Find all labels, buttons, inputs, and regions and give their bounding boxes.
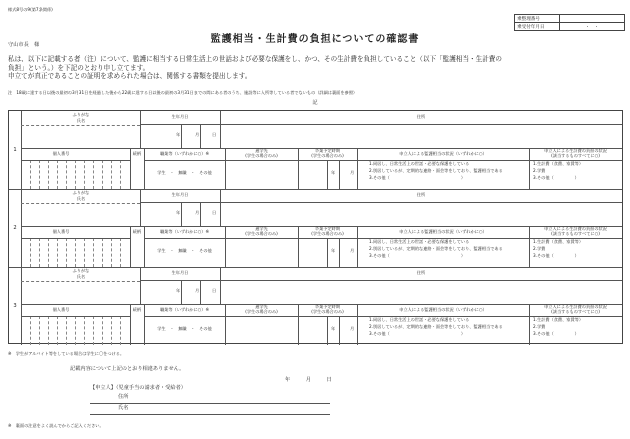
birth-sep bbox=[181, 280, 182, 304]
back-note: ※ 裏面の注意をよく読んでからご記入ください。 bbox=[8, 423, 104, 428]
grid-top-line bbox=[21, 160, 130, 161]
custody-option[interactable]: 3.その他（ ） bbox=[369, 331, 466, 336]
grad-month: 月 bbox=[350, 326, 355, 331]
school-label: 通学先 bbox=[255, 304, 268, 309]
grad-sep bbox=[339, 160, 340, 189]
digit-cell-line bbox=[111, 238, 112, 267]
school-label-sub: (学生の場合のみ) bbox=[245, 231, 278, 236]
grid-top-line bbox=[21, 316, 130, 317]
note: 注 18歳に達する日以後の最初の3月31日を経過した後から22歳に達する日以後の最初の3月31日までの間にある者のうち、施設等に入所等している者でないもの（詳細は裏面を参照） bbox=[8, 90, 358, 95]
birth-month: 月 bbox=[195, 288, 200, 293]
school-label-sub: (学生の場合のみ) bbox=[245, 309, 278, 314]
name-label: 氏名 bbox=[76, 118, 86, 123]
digit-cell-line bbox=[30, 238, 31, 267]
intro-line: 負担」という。）を下記のとおり申し立てます。 bbox=[8, 63, 150, 72]
block-divider bbox=[9, 189, 622, 190]
cost-option[interactable]: 1.生計費（食費、家賃等） bbox=[533, 239, 584, 244]
grad-sep bbox=[327, 238, 328, 267]
digit-cell-line bbox=[75, 160, 76, 189]
name-field[interactable] bbox=[21, 282, 140, 304]
personal-number-label: 個人番号 bbox=[52, 151, 70, 156]
digit-cell-line bbox=[48, 238, 49, 267]
custody-option[interactable]: 2.別居しているが、定期的な連絡・面会等をしており、監護相当である bbox=[369, 168, 503, 173]
digit-cell-line bbox=[84, 238, 85, 267]
custody-option[interactable]: 2.別居しているが、定期的な連絡・面会等をしており、監護相当である bbox=[369, 246, 503, 251]
birth-day: 日 bbox=[212, 210, 217, 215]
digit-cell-line bbox=[120, 238, 121, 267]
applicant-address-label: 住所 bbox=[118, 394, 129, 400]
digit-cell-line bbox=[66, 160, 67, 189]
name-label: 氏名 bbox=[76, 196, 86, 201]
digit-cell-line bbox=[30, 160, 31, 189]
name-field[interactable] bbox=[21, 126, 140, 148]
personal-number-label: 個人番号 bbox=[52, 307, 70, 312]
receipt-date-field[interactable]: ・ ・ bbox=[560, 23, 625, 31]
digit-cell-line bbox=[120, 316, 121, 345]
person-block bbox=[9, 267, 622, 345]
custody-option[interactable]: 1.同居し、日常生活上の世話・必要な保護をしている bbox=[369, 317, 470, 322]
digit-cell-line bbox=[102, 316, 103, 345]
digit-cell-line bbox=[57, 316, 58, 345]
graduation-label-sub: (学生の場合のみ) bbox=[311, 153, 344, 158]
cost-status-label: 申立人による生計費の負担の状況 bbox=[544, 304, 607, 309]
graduation-label: 卒業予定時期 bbox=[314, 226, 341, 231]
birth-year: 年 bbox=[176, 288, 181, 293]
digit-cell-line bbox=[102, 160, 103, 189]
digit-cell-line bbox=[102, 238, 103, 267]
grid-top-line bbox=[21, 238, 130, 239]
receipt-date-label: 乗受付年月日 bbox=[515, 23, 560, 31]
address-label: 住所 bbox=[416, 270, 426, 275]
applicant-name-label: 氏名 bbox=[118, 405, 129, 411]
applicant-label: 【申立人】（児童手当の請求者・受給者） bbox=[90, 385, 186, 391]
birth-sep bbox=[181, 202, 182, 226]
digit-cell-line bbox=[39, 238, 40, 267]
person-block bbox=[9, 189, 622, 267]
digit-cell-line bbox=[111, 160, 112, 189]
personal-number-grid[interactable] bbox=[21, 160, 130, 189]
custody-option[interactable]: 2.別居しているが、定期的な連絡・面会等をしており、監護相当である bbox=[369, 324, 503, 329]
row-number: 1 bbox=[13, 147, 17, 153]
occupation-options[interactable]: 学生 ・ 無職 ・ その他 bbox=[157, 170, 212, 175]
custody-status-label: 申立人による監護相当の状況（いずれかに○） bbox=[399, 151, 487, 156]
school-label: 通学先 bbox=[255, 148, 268, 153]
digit-cell-line bbox=[84, 316, 85, 345]
address-field[interactable] bbox=[220, 125, 622, 147]
applicant-name-line[interactable] bbox=[90, 414, 330, 415]
furigana-label: ふりがな bbox=[72, 190, 90, 195]
personal-number-grid[interactable] bbox=[21, 316, 130, 345]
graduation-label: 卒業予定時期 bbox=[314, 148, 341, 153]
cost-status-label: 申立人による生計費の負担の状況 bbox=[544, 226, 607, 231]
school-label: 通学先 bbox=[255, 226, 268, 231]
address-field[interactable] bbox=[220, 281, 622, 303]
address-field[interactable] bbox=[220, 203, 622, 225]
birth-divider bbox=[140, 202, 220, 203]
birth-year: 年 bbox=[176, 132, 181, 137]
furigana-label: ふりがな bbox=[72, 112, 90, 117]
digit-cell-line bbox=[75, 316, 76, 345]
digit-cell-line bbox=[120, 160, 121, 189]
relation-label: 続柄 bbox=[132, 151, 142, 156]
occupation-label: 職業等（いずれかに○）※ bbox=[159, 229, 210, 234]
custody-option[interactable]: 3.その他（ ） bbox=[369, 253, 466, 258]
digit-cell-line bbox=[84, 160, 85, 189]
applicant-address-line[interactable] bbox=[90, 403, 330, 404]
receipt-box bbox=[514, 14, 625, 31]
intro-line: 私は、以下に記載する者（注）について、監護に相当する日常生活上の世話および必要な保護をし、かつ、その生計費を負担していること（以下「監護相当・生計費の bbox=[8, 55, 502, 63]
graduation-label-sub: (学生の場合のみ) bbox=[311, 231, 344, 236]
digit-cell-line bbox=[48, 316, 49, 345]
digit-cell-line bbox=[93, 160, 94, 189]
graduation-label: 卒業予定時期 bbox=[314, 304, 341, 309]
digit-cell-line bbox=[57, 238, 58, 267]
birth-label: 生年月日 bbox=[171, 192, 189, 197]
cost-status-label-sub: (該当するものすべてに○) bbox=[551, 309, 600, 314]
address-label: 住所 bbox=[416, 114, 426, 119]
page-title: 監護相当・生計費の負担についての確認書 bbox=[210, 34, 420, 45]
birth-day: 日 bbox=[212, 288, 217, 293]
school-field[interactable] bbox=[225, 317, 298, 344]
row-number: 3 bbox=[13, 303, 17, 309]
cost-status-label: 申立人による生計費の負担の状況 bbox=[544, 148, 607, 153]
birth-sep bbox=[200, 202, 201, 226]
occupation-label: 職業等（いずれかに○）※ bbox=[159, 151, 210, 156]
birth-day: 日 bbox=[212, 132, 217, 137]
digit-cell-line bbox=[111, 316, 112, 345]
birth-sep bbox=[200, 280, 201, 304]
birth-divider bbox=[140, 124, 220, 125]
school-field[interactable] bbox=[225, 239, 298, 266]
cost-status-label-sub: (該当するものすべてに○) bbox=[551, 153, 600, 158]
grad-sep bbox=[339, 238, 340, 267]
relation-label: 続柄 bbox=[132, 229, 142, 234]
school-label-sub: (学生の場合のみ) bbox=[245, 153, 278, 158]
grad-year: 年 bbox=[331, 248, 336, 253]
block-divider bbox=[9, 267, 622, 268]
applicant-table bbox=[8, 110, 623, 344]
receipt-number-label: 乗整理番号 bbox=[515, 15, 560, 23]
digit-cell-line bbox=[57, 160, 58, 189]
person-block bbox=[9, 111, 622, 189]
confirm-text: 記載内容について上記のとおり相違ありません。 bbox=[70, 366, 185, 372]
digit-cell-line bbox=[93, 238, 94, 267]
birth-month: 月 bbox=[195, 132, 200, 137]
footnote: ※ 学生がアルバイト等をしている場合は学生に〇をつける。 bbox=[8, 351, 125, 356]
cost-option[interactable]: 3.その他（ ） bbox=[533, 331, 579, 336]
grad-sep bbox=[327, 316, 328, 345]
birth-divider bbox=[140, 280, 220, 281]
address-label: 住所 bbox=[416, 192, 426, 197]
graduation-label-sub: (学生の場合のみ) bbox=[311, 309, 344, 314]
digit-cell-line bbox=[39, 160, 40, 189]
digit-cell-line bbox=[93, 316, 94, 345]
custody-option[interactable]: 1.同居し、日常生活上の世話・必要な保護をしている bbox=[369, 239, 470, 244]
personal-number-grid[interactable] bbox=[21, 238, 130, 267]
digit-cell-line bbox=[66, 238, 67, 267]
occupation-options[interactable]: 学生 ・ 無職 ・ その他 bbox=[157, 326, 212, 331]
digit-cell-line bbox=[39, 316, 40, 345]
intro-text bbox=[8, 55, 626, 81]
furigana-label: ふりがな bbox=[72, 268, 90, 273]
cost-option[interactable]: 3.その他（ ） bbox=[533, 253, 579, 258]
custody-status-label: 申立人による監護相当の状況（いずれかに○） bbox=[399, 229, 487, 234]
custody-option[interactable]: 1.同居し、日常生活上の世話・必要な保護をしている bbox=[369, 161, 470, 166]
addressee: 守山市長 様 bbox=[8, 42, 40, 48]
birth-year: 年 bbox=[176, 210, 181, 215]
grad-month: 月 bbox=[350, 170, 355, 175]
birth-label: 生年月日 bbox=[171, 114, 189, 119]
occupation-label: 職業等（いずれかに○）※ bbox=[159, 307, 210, 312]
digit-cell-line bbox=[30, 316, 31, 345]
receipt-number-field[interactable] bbox=[560, 15, 625, 23]
cost-option[interactable]: 3.その他（ ） bbox=[533, 175, 579, 180]
grad-month: 月 bbox=[350, 248, 355, 253]
grad-sep bbox=[327, 160, 328, 189]
digit-cell-line bbox=[48, 160, 49, 189]
custody-status-label: 申立人による監護相当の状況（いずれかに○） bbox=[399, 307, 487, 312]
date-line: 年 月 日 bbox=[285, 377, 332, 383]
intro-line: 申立てが真正であることの証明を求められた場合は、関係する書類を提出します。 bbox=[8, 72, 252, 81]
personal-number-label: 個人番号 bbox=[52, 229, 70, 234]
cost-status-label-sub: (該当するものすべてに○) bbox=[551, 231, 600, 236]
birth-sep bbox=[181, 124, 182, 148]
custody-option[interactable]: 3.その他（ ） bbox=[369, 175, 466, 180]
relation-label: 続柄 bbox=[132, 307, 142, 312]
ki-heading: 記 bbox=[312, 100, 318, 106]
school-field[interactable] bbox=[225, 161, 298, 188]
grad-sep bbox=[339, 316, 340, 345]
cost-option[interactable]: 2.学費 bbox=[533, 246, 546, 251]
birth-label: 生年月日 bbox=[171, 270, 189, 275]
birth-sep bbox=[200, 124, 201, 148]
row-number: 2 bbox=[13, 225, 17, 231]
cost-option[interactable]: 1.生計費（食費、家賃等） bbox=[533, 161, 584, 166]
grad-year: 年 bbox=[331, 326, 336, 331]
cost-option[interactable]: 1.生計費（食費、家賃等） bbox=[533, 317, 584, 322]
name-label: 氏名 bbox=[76, 274, 86, 279]
cost-option[interactable]: 2.学費 bbox=[533, 168, 546, 173]
birth-month: 月 bbox=[195, 210, 200, 215]
cost-option[interactable]: 2.学費 bbox=[533, 324, 546, 329]
digit-cell-line bbox=[75, 238, 76, 267]
digit-cell-line bbox=[66, 316, 67, 345]
form-code: 様式8号の9(第7条関係) bbox=[8, 7, 53, 12]
name-field[interactable] bbox=[21, 204, 140, 226]
occupation-options[interactable]: 学生 ・ 無職 ・ その他 bbox=[157, 248, 212, 253]
grad-year: 年 bbox=[331, 170, 336, 175]
